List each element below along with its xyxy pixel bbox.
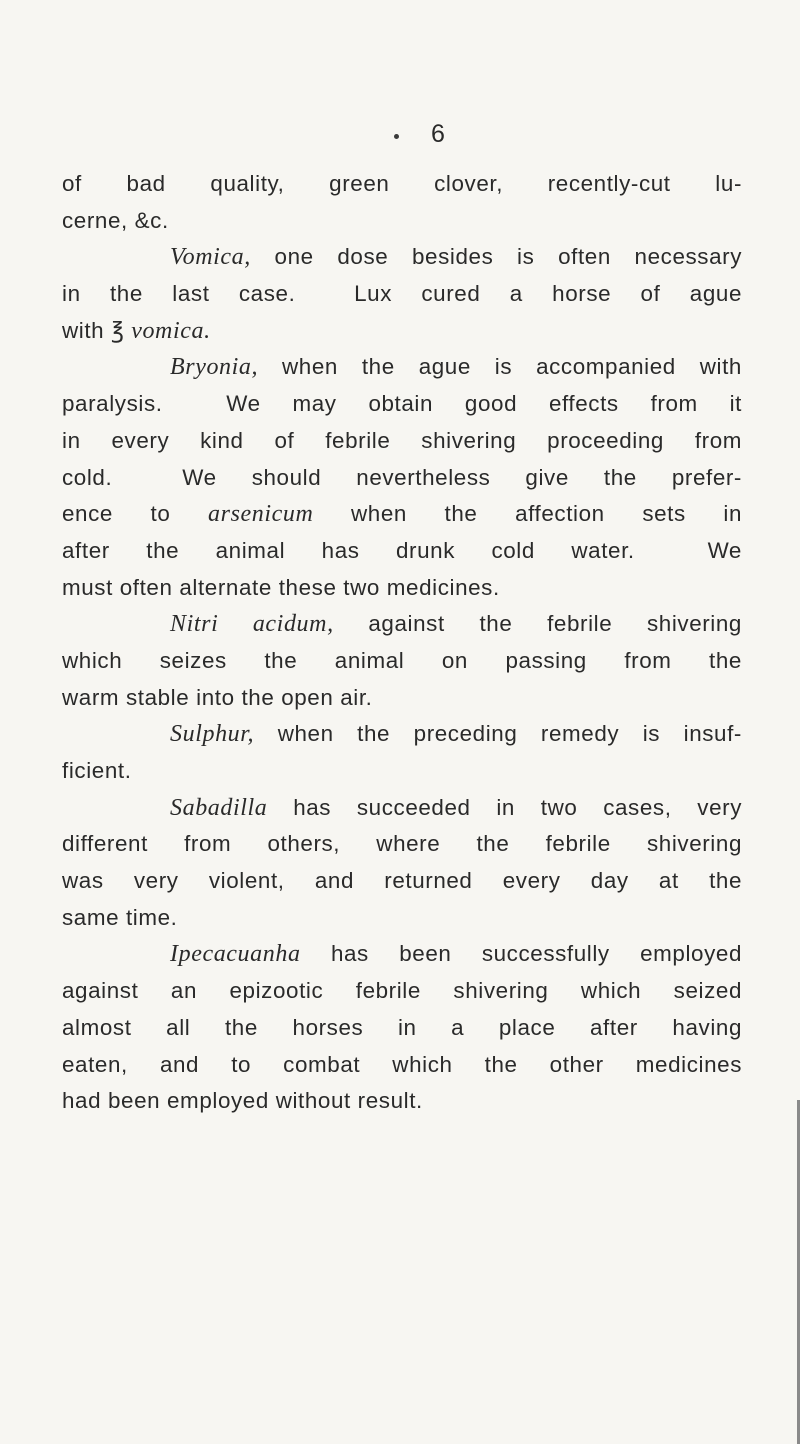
text-line: Vomica, one dose besides is often necessary <box>170 244 742 271</box>
text-line: Ipecacuanha has been successfully employed <box>170 941 742 968</box>
text-line: cold. We should nevertheless give the prefer- <box>62 464 742 490</box>
text-line: ence to arsenicum when the affection sets in <box>62 501 743 528</box>
remedy-name: Sabadilla <box>170 794 268 821</box>
text-line: cerne, &c. <box>62 207 169 233</box>
text-line: of bad quality, green clover, recently-cut lu- <box>62 171 742 196</box>
text-line: same time. <box>62 904 178 930</box>
remedy-name: Vomica, <box>170 244 251 271</box>
text-line: had been employed without result. <box>62 1088 423 1114</box>
remedy-name: Sulphur, <box>170 721 255 748</box>
remedy-name: Bryonia, <box>170 354 259 381</box>
text-line: different from others, where the febrile shivering <box>62 831 742 857</box>
text-line: which seizes the animal on passing from the <box>62 647 742 673</box>
page-number-text: 6 <box>431 120 446 148</box>
text-line: Sulphur, when the preceding remedy is insuf- <box>170 721 742 748</box>
text-line: Nitri acidum, against the febrile shivering <box>170 611 742 638</box>
text-line: Bryonia, when the ague is accompanied with <box>170 354 742 381</box>
text-line: eaten, and to combat which the other medicines <box>62 1051 742 1077</box>
text-line: paralysis. We may obtain good effects from it <box>62 391 742 417</box>
bullet-mark <box>394 134 399 139</box>
text-line: in every kind of febrile shivering proceeding from <box>62 427 742 453</box>
text-line: ficient. <box>62 758 132 783</box>
remedy-name: Nitri acidum, <box>170 611 334 638</box>
text-line: against an epizootic febrile shivering which seized <box>62 978 742 1004</box>
text-line: was very violent, and returned every day at the <box>62 868 742 894</box>
text-line: almost all the horses in a place after having <box>62 1014 742 1040</box>
text-line: with ℥ vomica. <box>62 317 211 344</box>
text-line: must often alternate these two medicines. <box>62 574 500 600</box>
text-line: Sabadilla has succeeded in two cases, very <box>170 794 742 821</box>
remedy-name: Ipecacuanha <box>170 941 301 968</box>
text-line: in the last case. Lux cured a horse of ague <box>62 281 742 307</box>
dose-symbol: ℥ <box>111 317 125 343</box>
body-text <box>62 166 742 1120</box>
text-line: warm stable into the open air. <box>62 684 373 710</box>
text-line: after the animal has drunk cold water. We <box>62 537 742 563</box>
